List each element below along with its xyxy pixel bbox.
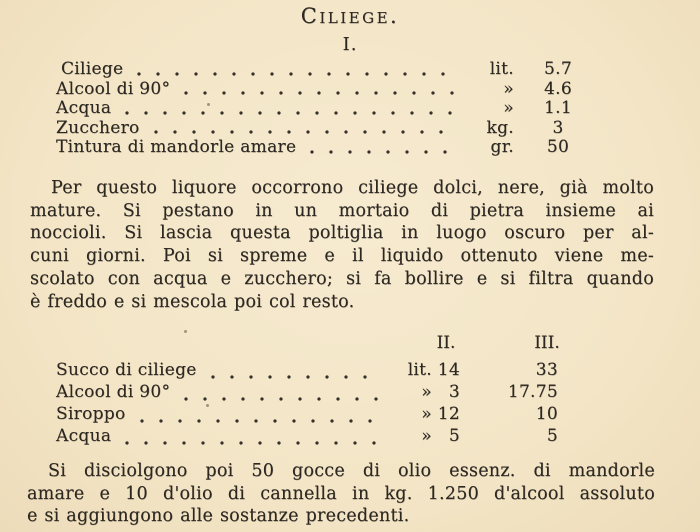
unit-label: » <box>503 98 514 119</box>
paragraph-2 <box>27 460 655 528</box>
table-row <box>56 79 602 99</box>
unit-label: lit. <box>489 59 514 79</box>
dot-leader <box>182 79 458 99</box>
paragraph-line: cuni giorni. Poi si spreme e il liquido ottenuto viene me- <box>30 246 654 267</box>
paper-speck <box>206 404 209 407</box>
paragraph-line: noccioli. Si lascia questa poltiglia in luogo oscuro per al- <box>30 223 654 244</box>
unit-label: » <box>421 426 432 446</box>
ingredient-label: Acqua <box>56 426 112 446</box>
table-row <box>56 137 602 157</box>
quantity-value: 4.6 <box>544 78 572 99</box>
quantity-value: 5.7 <box>544 59 572 79</box>
unit-label: » <box>421 382 432 402</box>
dot-leader <box>123 98 458 118</box>
ingredient-label: Succo di ciliege <box>56 360 197 380</box>
column-header-iii: III. <box>534 333 560 353</box>
quantity-value: 50 <box>546 137 570 158</box>
column-header-ii: II. <box>436 333 456 353</box>
table-row <box>56 426 558 448</box>
dot-leader <box>135 59 458 79</box>
paragraph-line: è freddo e si mescola poi col resto. <box>30 291 355 312</box>
unit-label: » <box>503 78 514 99</box>
paragraph-line: Si disciolgono poi 50 gocce di olio essenz. di mandorle <box>48 461 655 481</box>
table-row <box>56 118 602 138</box>
paragraph-line: amare e 10 d'olio di cannella in kg. 1.250 d'alcool assoluto <box>27 483 655 504</box>
quantity-value-iii: 10 <box>535 404 558 424</box>
paragraph-line: e si aggiungono alle sostanze precedenti. <box>27 506 410 527</box>
ingredient-table-2 <box>56 360 558 448</box>
section-numeral: I. <box>342 34 358 55</box>
page-title: Ciliege. <box>300 4 400 28</box>
paragraph-line: Per questo liquore occorrono ciliege dolci, nere, già molto <box>51 178 654 198</box>
ingredient-label: Zucchero <box>56 117 140 138</box>
dot-leader <box>152 118 458 138</box>
quantity-value: 3 <box>552 117 564 138</box>
table-row <box>56 404 558 426</box>
unit-label: kg. <box>486 117 514 138</box>
quantity-value-iii: 17.75 <box>507 382 558 402</box>
table2-column-headers <box>0 333 700 353</box>
ingredient-label: Acqua <box>56 98 112 119</box>
dot-leader <box>182 382 384 404</box>
dot-leader <box>123 426 384 448</box>
dot-leader <box>138 404 384 426</box>
quantity-value-ii: 12 <box>437 404 460 424</box>
paragraph-line: mature. Si pestano in un mortaio di pietra insieme ai <box>30 200 654 221</box>
quantity-value: 1.1 <box>544 98 572 119</box>
ingredient-label: Siroppo <box>56 404 126 424</box>
paragraph-1 <box>30 177 654 313</box>
table-row <box>56 360 558 382</box>
table-row <box>56 382 558 404</box>
quantity-value-ii: 5 <box>448 426 460 446</box>
unit-label: gr. <box>490 137 514 158</box>
ingredient-label: Alcool di 90° <box>56 78 171 99</box>
ingredient-label: Ciliege <box>61 59 124 79</box>
paper-speck <box>184 330 187 333</box>
table-row <box>56 59 602 79</box>
ingredient-table-1 <box>56 59 602 157</box>
dot-leader <box>209 360 384 382</box>
quantity-value-iii: 33 <box>535 360 558 380</box>
ingredient-label: Alcool di 90° <box>56 382 171 402</box>
dot-leader <box>308 137 458 157</box>
paragraph-line: scolato con acqua e zucchero; si fa bollire e si filtra quando <box>30 268 654 289</box>
table-row <box>56 98 602 118</box>
paper-speck <box>207 103 210 106</box>
unit-label: » <box>421 404 432 424</box>
quantity-value-ii: 3 <box>448 382 460 402</box>
unit-label: lit. <box>407 360 432 380</box>
ingredient-label: Tintura di mandorle amare <box>56 137 297 158</box>
quantity-value-iii: 5 <box>546 426 558 446</box>
quantity-value-ii: 14 <box>437 360 460 380</box>
